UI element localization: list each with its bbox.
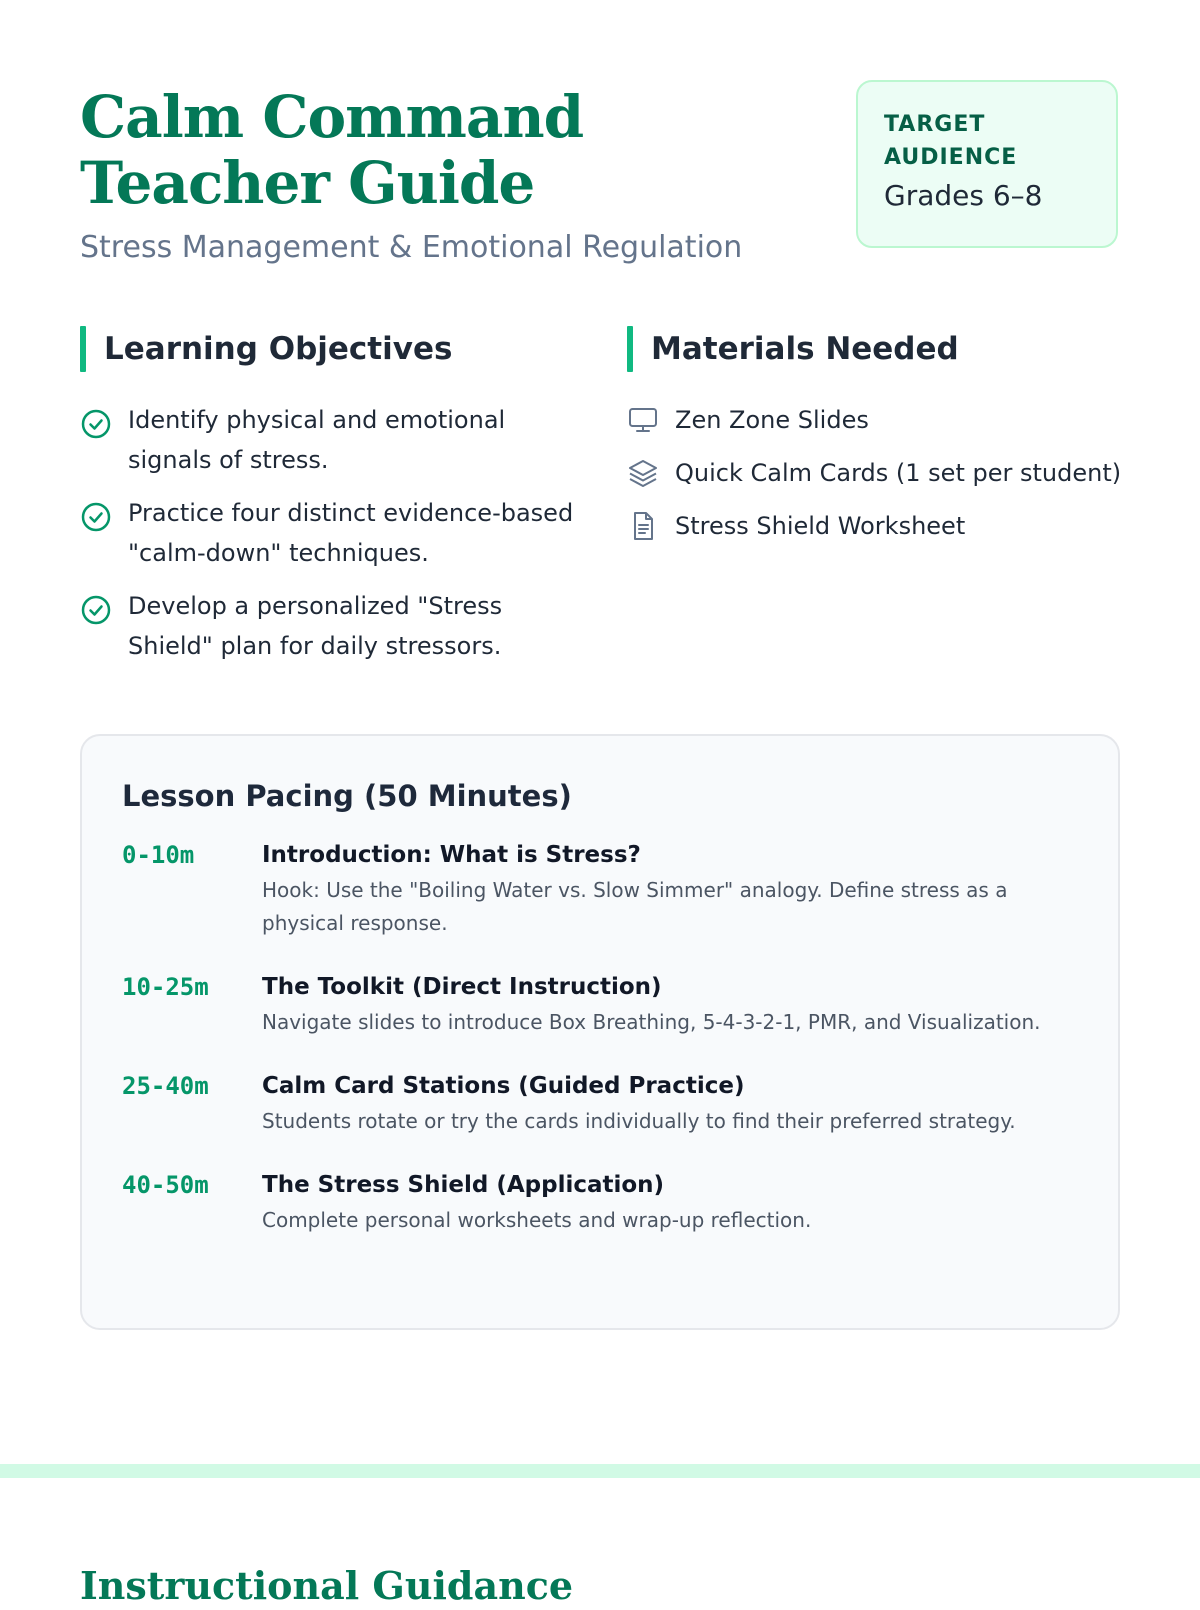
layers-icon bbox=[627, 457, 659, 489]
document-icon bbox=[627, 510, 659, 542]
objectives-list bbox=[80, 400, 580, 679]
pacing-body bbox=[262, 1166, 1078, 1237]
pacing-row bbox=[122, 836, 1078, 940]
pacing-step-description: Complete personal worksheets and wrap-up reflection. bbox=[262, 1208, 812, 1232]
target-audience-card bbox=[856, 80, 1118, 248]
check-circle-icon bbox=[80, 408, 112, 440]
pacing-step-title: Introduction: What is Stress? bbox=[262, 842, 641, 868]
objective-item bbox=[80, 586, 580, 666]
objective-item bbox=[80, 400, 580, 480]
check-circle-icon bbox=[80, 594, 112, 626]
learning-objectives-heading: Learning Objectives bbox=[80, 326, 452, 372]
pacing-body bbox=[262, 968, 1078, 1039]
objective-item bbox=[80, 493, 580, 573]
material-item bbox=[627, 506, 1147, 546]
lesson-pacing-card bbox=[80, 734, 1120, 1330]
pacing-step-title: The Toolkit (Direct Instruction) bbox=[262, 974, 662, 1000]
instructional-guidance-heading: Instructional Guidance bbox=[80, 1563, 574, 1608]
page-title: Calm Command Teacher Guide bbox=[80, 83, 584, 217]
material-text: Quick Calm Cards (1 set per student) bbox=[675, 459, 1122, 487]
objective-text: Practice four distinct evidence-based "calm-down" techniques. bbox=[128, 499, 574, 567]
materials-list bbox=[627, 400, 1147, 559]
pacing-row bbox=[122, 968, 1078, 1039]
materials-needed-heading: Materials Needed bbox=[627, 326, 959, 372]
target-audience-label: TARGET AUDIENCE bbox=[884, 112, 1018, 170]
material-text: Zen Zone Slides bbox=[675, 406, 869, 434]
objective-text: Develop a personalized "Stress Shield" plan for daily stressors. bbox=[128, 592, 503, 660]
monitor-icon bbox=[627, 404, 659, 436]
pacing-row bbox=[122, 1166, 1078, 1237]
pacing-body bbox=[262, 1067, 1078, 1138]
page-subtitle: Stress Management & Emotional Regulation bbox=[80, 230, 743, 265]
objective-text: Identify physical and emotional signals of stress. bbox=[128, 406, 506, 474]
pacing-step-title: Calm Card Stations (Guided Practice) bbox=[262, 1073, 745, 1099]
pacing-time: 0-10m bbox=[122, 841, 195, 869]
section-divider bbox=[0, 1464, 1200, 1478]
material-item bbox=[627, 400, 1147, 440]
material-item bbox=[627, 453, 1147, 493]
pacing-step-description: Hook: Use the "Boiling Water vs. Slow Simmer" analogy. Define stress as a physical response. bbox=[262, 878, 1008, 935]
pacing-time: 25-40m bbox=[122, 1072, 209, 1100]
pacing-step-title: The Stress Shield (Application) bbox=[262, 1172, 665, 1198]
pacing-body bbox=[262, 836, 1078, 940]
pacing-time: 10-25m bbox=[122, 973, 209, 1001]
pacing-step-description: Students rotate or try the cards individually to find their preferred strategy. bbox=[262, 1109, 1016, 1133]
pacing-time: 40-50m bbox=[122, 1171, 209, 1199]
check-circle-icon bbox=[80, 501, 112, 533]
lesson-pacing-title: Lesson Pacing (50 Minutes) bbox=[122, 779, 572, 813]
target-audience-value: Grades 6–8 bbox=[884, 179, 1043, 212]
material-text: Stress Shield Worksheet bbox=[675, 512, 966, 540]
pacing-row bbox=[122, 1067, 1078, 1138]
pacing-step-description: Navigate slides to introduce Box Breathing, 5-4-3-2-1, PMR, and Visualization. bbox=[262, 1010, 1041, 1034]
